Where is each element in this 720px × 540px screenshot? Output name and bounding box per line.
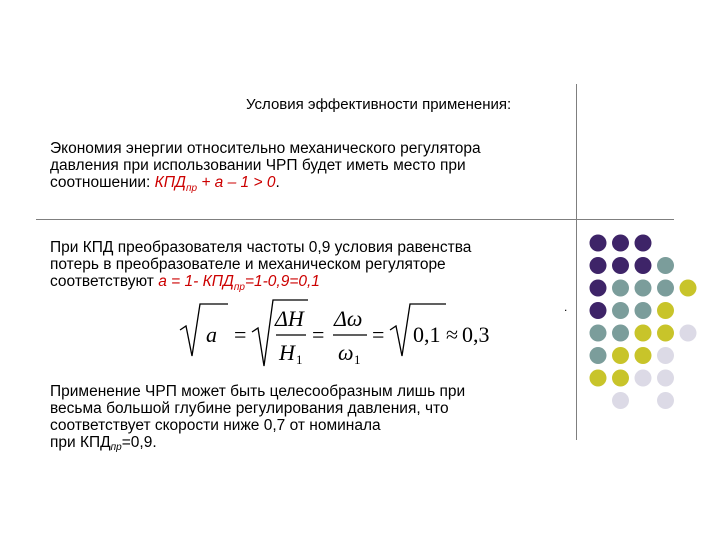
dot-lavender [657, 347, 674, 364]
formula-delta-h: ΔH [275, 306, 304, 331]
para2-line2: потерь в преобразователе и механическом регуляторе [50, 256, 446, 273]
dot-purple [590, 280, 607, 297]
dot-olive [590, 370, 607, 387]
dot-purple [635, 235, 652, 252]
dot-purple [590, 235, 607, 252]
formula-omega1: ω [338, 340, 354, 365]
slide-title: Условия эффективности применения: [246, 96, 512, 113]
dot-olive [612, 370, 629, 387]
para1-line3-suffix: . [275, 174, 280, 191]
dot-purple [635, 257, 652, 274]
dot-teal [590, 347, 607, 364]
formula-delta-omega: Δω [334, 306, 363, 331]
formula-value: 0,1 [413, 322, 441, 347]
efficiency-equation: a = 1- $КПД_{пр}=1-0,9=0,1$ [158, 273, 320, 294]
dot-lavender [680, 325, 697, 342]
dot-lavender [657, 392, 674, 409]
dot-lavender [635, 370, 652, 387]
dot-lavender [657, 370, 674, 387]
para3-line3: соответствует скорости ниже 0,7 от номинала [50, 417, 381, 434]
dot-teal [612, 325, 629, 342]
formula-result: 0,3 [462, 322, 490, 347]
dot-purple [590, 302, 607, 319]
para2-line3-prefix: соответствуют [50, 273, 159, 290]
dot-teal [612, 302, 629, 319]
dot-teal [635, 280, 652, 297]
formula-eq-1: = [234, 322, 247, 347]
para3-line1: Применение ЧРП может быть целесообразным лишь при [50, 383, 466, 400]
para3-line4: при $КПД_{пр}=0,9$. [50, 434, 157, 453]
dot-mark: . [564, 300, 568, 314]
dot-olive [680, 280, 697, 297]
formula-approx: ≈ [446, 322, 459, 347]
dot-teal [635, 302, 652, 319]
formula-eq-2: = [312, 322, 325, 347]
dot-teal [590, 325, 607, 342]
formula-h1: H [279, 340, 295, 365]
para1-line2: давления при использовании ЧРП будет иметь место при [50, 157, 466, 174]
dot-olive [657, 302, 674, 319]
dot-purple [612, 235, 629, 252]
formula-omega1-sub: 1 [354, 352, 361, 367]
dot-teal [657, 257, 674, 274]
dot-olive [635, 325, 652, 342]
dot-purple [612, 257, 629, 274]
dot-olive [657, 325, 674, 342]
para2-line1: При КПД преобразователя частоты 0,9 условия равенства [50, 239, 472, 256]
dot-teal [612, 280, 629, 297]
dot-lavender [612, 392, 629, 409]
dot-olive [612, 347, 629, 364]
para1-line3-prefix: соотношении: [50, 174, 155, 191]
formula-eq-3: = [372, 322, 385, 347]
condition-expression: $КПД_{пр} + a - 1 > 0$ [154, 174, 276, 195]
formula-h1-sub: 1 [296, 352, 303, 367]
para1-line1: Экономия энергии относительно механического регулятора [50, 140, 481, 157]
formula-a: a [206, 322, 217, 347]
dot-olive [635, 347, 652, 364]
para3-line2: весьма большой глубине регулирования давления, что [50, 400, 449, 417]
dot-purple [590, 257, 607, 274]
dot-teal [657, 280, 674, 297]
